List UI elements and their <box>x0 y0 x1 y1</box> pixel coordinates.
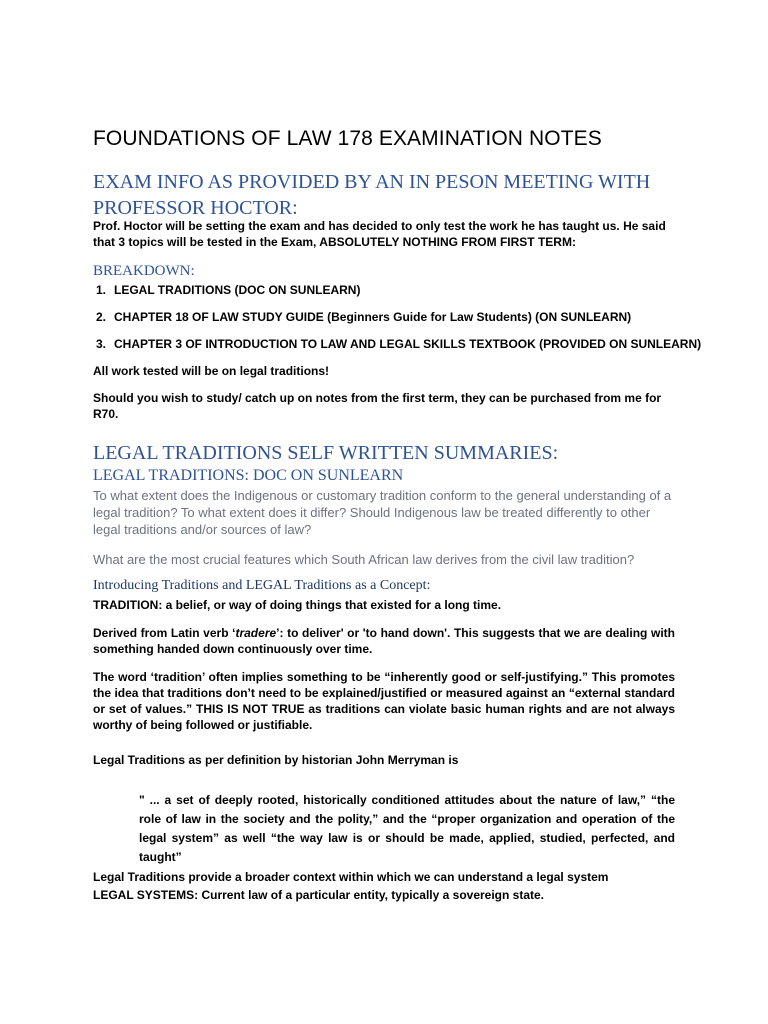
derived-paragraph: Derived from Latin verb ‘tradere’: to deliver' or 'to hand down'. This suggests that we are dealing with something handed down continuously over time. <box>93 626 675 656</box>
doc-heading: LEGAL TRADITIONS: DOC ON SUNLEARN <box>93 467 404 484</box>
summaries-heading: LEGAL TRADITIONS SELF WRITTEN SUMMARIES: <box>93 442 559 464</box>
question-1: To what extent does the Indigenous or customary tradition conform to the general understanding of a legal tradition? To what extent does it differ? Should Indigenous law be treated differently to other legal traditions and/or sources of law? <box>93 488 672 537</box>
word-tradition-paragraph: The word ‘tradition’ often implies something to be “inherently good or self-justifying.” This promotes the idea that traditions don’t need to be explained/justified or measured against an “external standard or set of values.” THIS IS NOT TRUE as traditions can violate basic human rights and are not always worthy of being followed or justifiable. <box>93 670 675 732</box>
document-title: FOUNDATIONS OF LAW 178 EXAMINATION NOTES <box>93 127 602 150</box>
intro-paragraph: Prof. Hoctor will be setting the exam and has decided to only test the work he has taught us. He said that 3 topics will be tested in the Exam, ABSOLUTELY NOTHING FROM FIRST TERM: <box>93 219 666 249</box>
merryman-quote: " ... a set of deeply rooted, historically conditioned attitudes about the nature of law,” “the role of law in the society and the polity,” and the “proper organization and operation of the legal system” as well “the way law is or should be made, applied, studied, perfected, and taught” <box>139 793 675 864</box>
exam-info-heading: EXAM INFO AS PROVIDED BY AN IN PESON MEETING WITH PROFESSOR HOCTOR: <box>93 171 651 219</box>
legal-traditions-context: Legal Traditions provide a broader context within which we can understand a legal system <box>93 870 609 884</box>
concept-heading: Introducing Traditions and LEGAL Traditions as a Concept: <box>93 578 431 593</box>
list-item: 3. CHAPTER 3 OF INTRODUCTION TO LAW AND LEGAL SKILLS TEXTBOOK (PROVIDED ON SUNLEARN) <box>96 337 702 351</box>
purchase-note: Should you wish to study/ catch up on notes from the first term, they can be purchased from me for R70. <box>93 391 662 421</box>
all-work-note: All work tested will be on legal traditions! <box>93 364 330 378</box>
merryman-intro: Legal Traditions as per definition by historian John Merryman is <box>93 753 459 767</box>
tradition-definition: TRADITION: a belief, or way of doing things that existed for a long time. <box>93 598 502 612</box>
list-item: 1. LEGAL TRADITIONS (DOC ON SUNLEARN) <box>96 283 361 297</box>
list-item: 2. CHAPTER 18 OF LAW STUDY GUIDE (Beginners Guide for Law Students) (ON SUNLEARN) <box>96 310 632 324</box>
legal-systems-definition: LEGAL SYSTEMS: Current law of a particular entity, typically a sovereign state. <box>93 888 545 902</box>
question-2: What are the most crucial features which South African law derives from the civil law tradition? <box>93 552 635 567</box>
breakdown-heading: BREAKDOWN: <box>93 263 195 279</box>
